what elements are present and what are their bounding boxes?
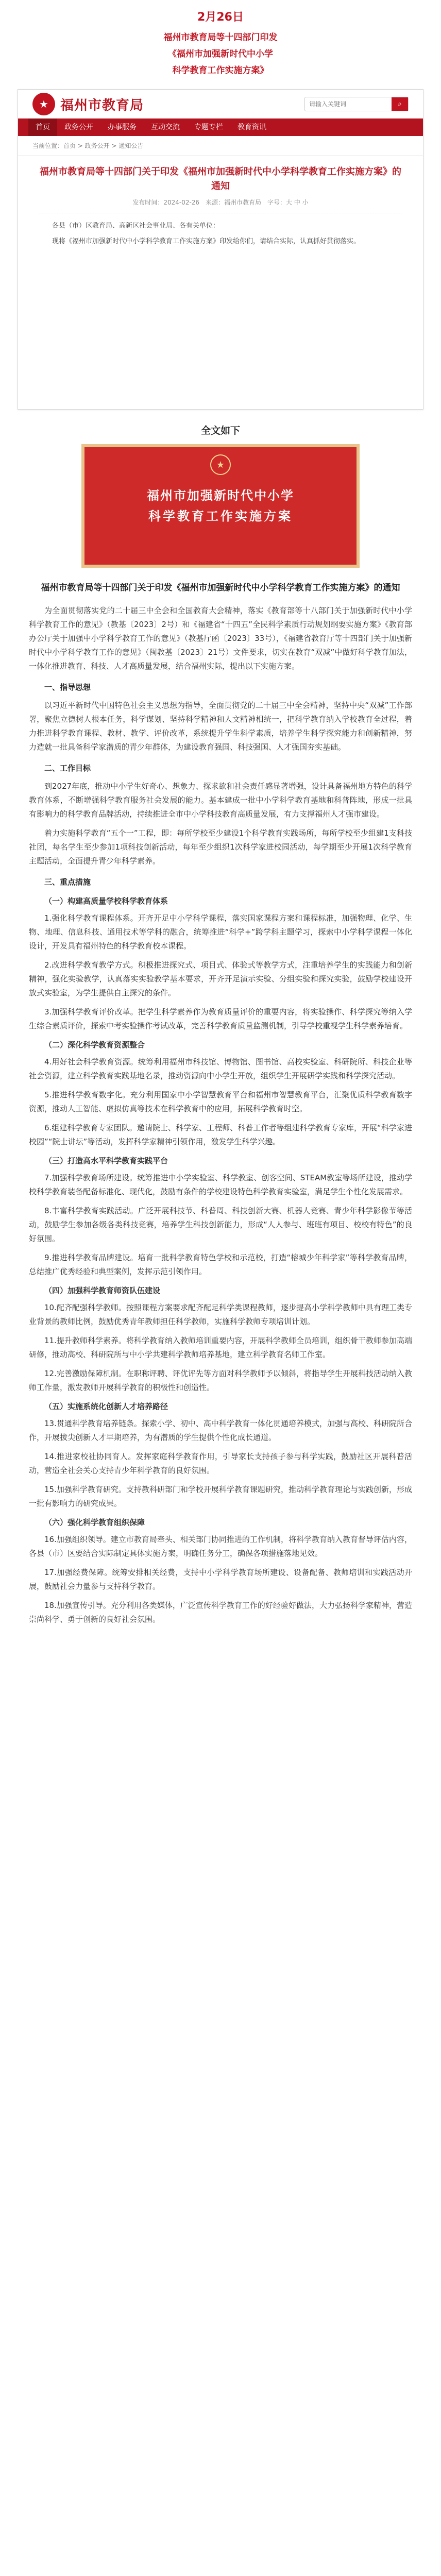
article-body: [18, 213, 423, 259]
cover-banner: [81, 444, 360, 568]
subsection-paragraph: 2.改进科学教育教学方式。积极推进探究式、项目式、体验式等教学方式，注重培养学生的实践能力和创新精神，强化实验教学，认真落实实验教学基本要求，开齐开足演示实验、分组实验和探究实验，鼓励学校建设开放式实验室，为学生提供自主探究的条件。: [29, 960, 412, 997]
subsection-paragraph: 5.推进科学教育数字化。充分利用国家中小学智慧教育平台和福州市智慧教育平台，汇聚优质科学教育数字资源，推动人工智能、虚拟仿真等技术在科学教育中的应用，拓展科学教育时空。: [29, 1090, 412, 1113]
subsection-heading: （三）打造高水平科学教育实践平台: [44, 1156, 168, 1165]
subsection-paragraph: 18.加强宣传引导。充分利用各类媒体，广泛宣传科学教育工作的好经验好做法，大力弘扬科学家精神，营造崇尚科学、勇于创新的良好社会氛围。: [29, 1601, 412, 1624]
headline-line-1: 福州市教育局等十四部门印发: [163, 32, 278, 43]
article-meta: 发布时间：2024-02-26 来源：福州市教育局 字号：大 中 小: [39, 198, 402, 213]
nav-item-interaction[interactable]: 互动交流: [151, 123, 180, 131]
site-header: [18, 90, 423, 118]
subsection-heading: （一）构建高质量学校科学教育体系: [44, 896, 168, 906]
subsection-heading: （二）深化科学教育资源整合: [44, 1040, 145, 1049]
site-logo-text: 福州市教育局: [60, 97, 144, 113]
subsection-paragraph: 9.推进科学教育品牌建设。培育一批科学教育特色学校和示范校，打造“榕城少年科学家”等科学教育品牌，总结推广优秀经验和典型案例，发挥示范引领作用。: [29, 1253, 412, 1276]
subsection-heading: （五）实施系统化创新人才培养路径: [44, 1402, 168, 1411]
main-nav: [18, 118, 423, 136]
subsection-paragraph: 6.组建科学教育专家团队。邀请院士、科学家、工程师、科普工作者等组建科学教育专家库，开展“科学家进校园”“院士讲坛”等活动，发挥科学家精神引领作用，激发学生科学兴趣。: [29, 1123, 412, 1146]
subsection-heading: （六）强化科学教育组织保障: [44, 1518, 145, 1527]
section-paragraph: 着力实施科学教育“五个一”工程，即：每所学校至少建设1个科学教育实践场所，每所学校至少组建1支科技社团，每名学生至少参加1项科技创新活动，每年至少组织1次科学家进校园活动，每学期至少开展1次科学教育主题活动，全面提升青少年科学素养。: [29, 828, 412, 866]
subsection-paragraph: 15.加强科学教育研究。支持教科研部门和学校开展科学教育课题研究，推动科学教育理论与实践创新，形成一批有影响力的研究成果。: [29, 1485, 412, 1508]
subsection-paragraph: 11.提升教师科学素养。将科学教育纳入教师培训重要内容，开展科学教师全员培训，组织骨干教师参加高端研修，推动高校、科研院所与中小学共建科学教师培养基地，建立科学教育名师工作室。: [29, 1336, 412, 1359]
headline-line-2: 《福州市加强新时代中小学: [168, 49, 273, 59]
nav-item-news[interactable]: 教育资讯: [238, 123, 266, 131]
section-heading: 一、指导思想: [44, 683, 91, 692]
emblem-icon: ★: [32, 93, 55, 115]
headline: [0, 0, 441, 79]
document-title: 福州市教育局等十四部门关于印发《福州市加强新时代中小学科学教育工作实施方案》的通知: [41, 583, 400, 593]
subsection-paragraph: 8.丰富科学教育实践活动。广泛开展科技节、科普周、科技创新大赛、机器人竞赛、青少年科学影像节等活动，鼓励学生参加各级各类科技竞赛，培养学生科技创新能力，形成“人人参与、班班有项目、校校有特色”的良好氛围。: [29, 1206, 412, 1243]
website-screenshot: [18, 89, 423, 410]
banner-line-1: 福州市加强新时代中小学: [147, 488, 294, 503]
search-box: [304, 97, 409, 111]
subsection-paragraph: 13.贯通科学教育培养链条。探索小学、初中、高中科学教育一体化贯通培养模式，加强与高校、科研院所合作，开展拔尖创新人才早期培养，为有潜质的学生提供个性化成长通道。: [29, 1419, 412, 1442]
emblem-icon: ★: [210, 454, 231, 475]
section-paragraph: 到2027年底，推动中小学生好奇心、想象力、探求欲和社会责任感显著增强，设计具备福州地方特色的科学教育体系，不断增强科学教育服务社会发展的能力。基本建成一批中小学科学教育基地和科普阵地，形成一批具有影响力的科学教育品牌活动，持续推进全市中小学科技教育高质量发展，有力支撑福州人才强市建设。: [29, 782, 412, 819]
search-icon[interactable]: ⌕: [392, 97, 408, 111]
nav-item-home[interactable]: 首页: [28, 118, 57, 136]
subsection-paragraph: 12.完善激励保障机制。在职称评聘、评优评先等方面对科学教师予以倾斜，将指导学生开展科技活动纳入教师工作量，激发教师开展科学教育的积极性和创造性。: [29, 1369, 412, 1392]
section-paragraph: 以习近平新时代中国特色社会主义思想为指导，全面贯彻党的二十届三中全会精神，坚持中央“双减”工作部署，聚焦立德树人根本任务，科学谋划、坚持科学精神和人文精神相统一，把科学教育纳入学校教育全过程，着力推进科学教育课程、教材、教学、评价改革，系统提升学生科学素质，培养学生科学探究能力和创新精神，努力造就一批具备科学家潜质的青少年群体，为建设教育强国、科技强国、人才强国夯实基础。: [29, 701, 412, 752]
article-paragraph: 各县（市）区教育局、高新区社会事业局、各有关单位：: [52, 222, 220, 230]
breadcrumb: 当前位置：首页 > 政务公开 > 通知公告: [18, 136, 423, 156]
subsection-paragraph: 7.加强科学教育场所建设。统筹推进中小学实验室、科学教室、创客空间、STEAM教室等场所建设，推动学校科学教育装备配备标准化、现代化，鼓励有条件的学校建设特色科学教育实验室，满足学生个性化发展需求。: [29, 1173, 412, 1196]
article-title: 福州市教育局等十四部门关于印发《福州市加强新时代中小学科学教育工作实施方案》的通知: [40, 166, 401, 192]
headline-date: 2月26日: [197, 11, 244, 24]
nav-item-topics[interactable]: 专题专栏: [194, 123, 223, 131]
intro-paragraph: 为全面贯彻落实党的二十届三中全会和全国教育大会精神，落实《教育部等十八部门关于加强新时代中小学科学教育工作的意见》（教基〔2023〕2号）和《福建省“十四五”全民科学素质行动规划纲要实施方案》《教育部办公厅关于加强中小学科学教育工作的意见》（教基厅函〔2023〕33号），《福建省教育厅等十四部门关于加强新时代中小学科学教育工作的意见》（闽教基〔2023〕21号）文件要求，切实在教育“双减”中做好科学教育加法，一体化推进教育、科技、人才高质量发展，结合福州实际，提出以下实施方案。: [29, 606, 412, 671]
subsection-paragraph: 3.加强科学教育评价改革。把学生科学素养作为教育质量评价的重要内容，将实验操作、科学探究等纳入学生综合素质评价，探索中考实验操作考试改革，完善科学教育质量监测机制，引导学校重视学生科学素养培育。: [29, 1007, 412, 1030]
subsection-heading: （四）加强科学教育师资队伍建设: [44, 1286, 161, 1295]
banner-line-2: 科学教育工作实施方案: [148, 509, 293, 523]
subsection-paragraph: 16.加强组织领导。建立市教育局牵头、相关部门协同推进的工作机制，将科学教育纳入教育督导评估内容，各县（市）区要结合实际制定具体实施方案，明确任务分工，确保各项措施落地见效。: [29, 1535, 412, 1558]
subsection-paragraph: 4.用好社会科学教育资源。统筹利用福州市科技馆、博物馆、图书馆、高校实验室、科研院所、科技企业等社会资源，建立科学教育实践基地名录，推动资源向中小学生开放，组织学生开展研学实践和科学探究活动。: [29, 1057, 412, 1080]
section-heading: 二、工作目标: [44, 764, 91, 773]
subsection-paragraph: 17.加强经费保障。统筹安排相关经费，支持中小学科学教育场所建设、设备配备、教师培训和实践活动开展，鼓励社会力量参与支持科学教育。: [29, 1568, 412, 1591]
site-logo[interactable]: [32, 93, 144, 115]
headline-line-3: 科学教育工作实施方案》: [172, 65, 269, 76]
nav-item-open-government[interactable]: 政务公开: [64, 123, 93, 131]
document-content: [0, 601, 441, 1626]
nav-item-services[interactable]: 办事服务: [108, 123, 137, 131]
section-heading: 三、重点措施: [44, 877, 91, 887]
full-text-label: 全文如下: [200, 425, 240, 436]
subsection-paragraph: 14.推进家校社协同育人。发挥家庭科学教育作用，引导家长支持孩子参与科学实践，鼓励社区开展科普活动，营造全社会关心支持青少年科学教育的良好氛围。: [29, 1452, 412, 1475]
article-paragraph: 现将《福州市加强新时代中小学科学教育工作实施方案》印发给你们，请结合实际，认真抓好贯彻落实。: [52, 238, 361, 245]
subsection-paragraph: 10.配齐配强科学教师。按照课程方案要求配齐配足科学类课程教师，逐步提高小学科学教师中具有理工类专业背景的教师比例，鼓励优秀青年教师担任科学教师，实施科学教师专项培训计划。: [29, 1303, 412, 1326]
subsection-paragraph: 1.强化科学教育课程体系。开齐开足中小学科学课程，落实国家课程方案和课程标准，加强物理、化学、生物、地理、信息科技、通用技术等学科的融合，统筹推进“科学+”跨学科主题学习，探索中小学科学课程一体化设计，开发具有福州特色的科学教育校本课程。: [29, 913, 412, 951]
search-input[interactable]: [305, 98, 392, 110]
